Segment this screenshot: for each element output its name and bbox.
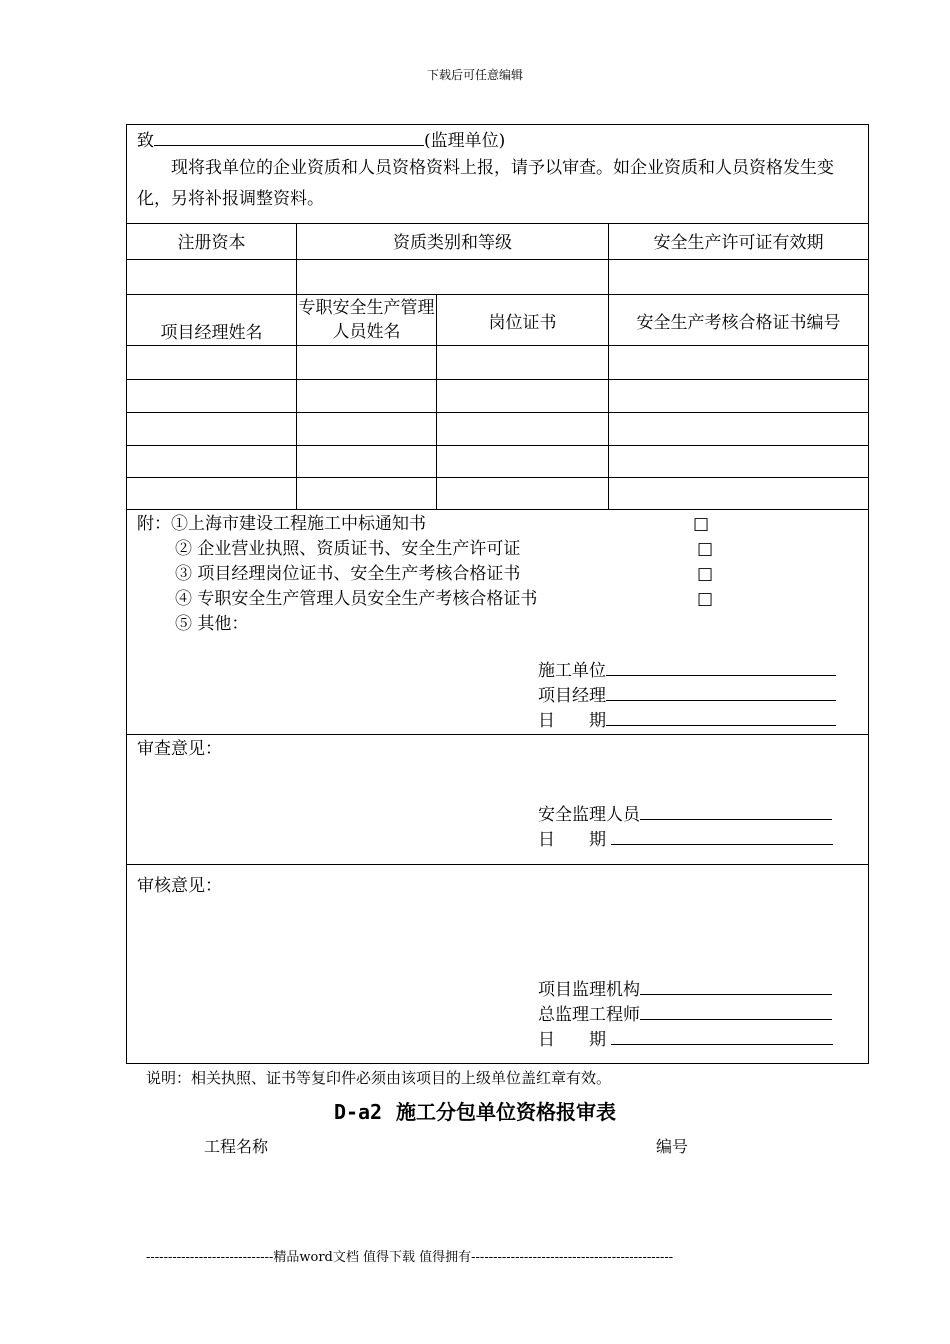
contractor-signature-block xyxy=(538,658,836,733)
sig-audit-date-label: 日 期 xyxy=(538,1030,612,1050)
header-note: 下载后可任意编辑 xyxy=(426,68,523,82)
sig-safety-supervisor-label: 安全监理人员 xyxy=(538,805,640,825)
sig-date-label: 日 期 xyxy=(538,711,606,731)
document-code: D-a2 xyxy=(333,1100,383,1124)
table-cell[interactable] xyxy=(297,478,437,510)
supervisor-suffix: (监理单位) xyxy=(424,131,506,151)
sig-supervision-org-blank[interactable] xyxy=(640,977,832,995)
number-label: 编号 xyxy=(656,1137,689,1156)
table-cell[interactable] xyxy=(127,346,297,380)
attachment-item xyxy=(137,587,858,612)
table-row xyxy=(127,446,869,478)
header-registered-capital: 注册资本 xyxy=(127,224,297,260)
project-name-label: 工程名称 xyxy=(204,1137,269,1156)
document-title-text: 施工分包单位资格报审表 xyxy=(396,1100,617,1124)
attachments-prefix: 附： xyxy=(137,514,171,534)
attachment-item xyxy=(137,537,858,562)
table-cell[interactable] xyxy=(127,380,297,413)
review-label: 审查意见： xyxy=(137,739,222,759)
table-row xyxy=(127,413,869,446)
attachment-label: ④ 专职安全生产管理人员安全生产考核合格证书 xyxy=(175,589,538,609)
checkbox-4[interactable]: □ xyxy=(697,589,714,609)
table-row xyxy=(127,380,869,413)
input-registered-capital[interactable] xyxy=(127,260,297,295)
checkbox-3[interactable]: □ xyxy=(697,564,714,584)
table-cell[interactable] xyxy=(127,478,297,510)
table-cell[interactable] xyxy=(127,446,297,478)
table-row xyxy=(127,346,869,380)
footnote: 说明：相关执照、证书等复印件必须由该项目的上级单位盖红章有效。 xyxy=(146,1069,612,1087)
qualification-form-table xyxy=(126,124,869,1064)
sig-contractor-label: 施工单位 xyxy=(538,661,606,681)
attachment-label: ② 企业营业执照、资质证书、安全生产许可证 xyxy=(175,539,521,559)
supervisor-unit-blank[interactable] xyxy=(154,127,424,146)
table-cell[interactable] xyxy=(609,346,869,380)
audit-label: 审核意见： xyxy=(137,876,222,896)
attachment-label: ③ 项目经理岗位证书、安全生产考核合格证书 xyxy=(175,564,521,584)
table-cell[interactable] xyxy=(297,380,437,413)
sig-chief-engineer-label: 总监理工程师 xyxy=(538,1005,640,1025)
attachment-label: ①上海市建设工程施工中标通知书 xyxy=(171,514,426,534)
sig-review-date-blank[interactable] xyxy=(611,827,833,845)
table-cell[interactable] xyxy=(609,380,869,413)
to-prefix: 致 xyxy=(137,131,154,151)
table-cell[interactable] xyxy=(437,446,609,478)
table-cell[interactable] xyxy=(437,413,609,446)
sig-chief-engineer-blank[interactable] xyxy=(640,1002,832,1020)
header-qualification-grade: 资质类别和等级 xyxy=(297,224,609,260)
table-cell[interactable] xyxy=(437,346,609,380)
input-license-validity[interactable] xyxy=(609,260,869,295)
header-safety-cert-number: 安全生产考核合格证书编号 xyxy=(609,295,869,346)
sig-supervision-org-label: 项目监理机构 xyxy=(538,980,640,1000)
sig-date-blank[interactable] xyxy=(606,708,836,726)
sig-pm-blank[interactable] xyxy=(606,683,836,701)
table-cell[interactable] xyxy=(609,478,869,510)
review-cell xyxy=(127,735,869,865)
table-cell[interactable] xyxy=(609,413,869,446)
sig-audit-date-blank[interactable] xyxy=(611,1027,833,1045)
table-cell[interactable] xyxy=(297,346,437,380)
checkbox-1[interactable]: □ xyxy=(693,514,710,534)
attachments-cell xyxy=(127,510,869,735)
table-cell[interactable] xyxy=(609,446,869,478)
intro-paragraph: 现将我单位的企业资质和人员资格资料上报，请予以审查。如企业资质和人员资格发生变化，另将补报调整资料。 xyxy=(137,158,834,209)
table-cell[interactable] xyxy=(437,478,609,510)
page-footer: -----------------------------精品word文档 值得下载 值得拥有---------------------------------------------- xyxy=(146,1250,674,1265)
table-cell[interactable] xyxy=(297,446,437,478)
audit-cell xyxy=(127,865,869,1064)
sig-contractor-blank[interactable] xyxy=(606,658,836,676)
header-pm-name: 项目经理姓名 xyxy=(127,295,297,346)
attachment-item xyxy=(137,562,858,587)
review-signature-block xyxy=(538,802,833,852)
audit-signature-block xyxy=(538,977,833,1052)
header-license-validity: 安全生产许可证有效期 xyxy=(609,224,869,260)
sig-safety-supervisor-blank[interactable] xyxy=(640,802,832,820)
table-cell[interactable] xyxy=(437,380,609,413)
checkbox-2[interactable]: □ xyxy=(697,539,714,559)
table-row xyxy=(127,478,869,510)
header-post-certificate: 岗位证书 xyxy=(437,295,609,346)
sig-review-date-label: 日 期 xyxy=(538,830,612,850)
intro-cell xyxy=(127,125,869,224)
attachment-item xyxy=(137,512,858,537)
attachment-item xyxy=(137,612,858,637)
attachment-label: ⑤ 其他： xyxy=(175,614,249,634)
sig-pm-label: 项目经理 xyxy=(538,686,606,706)
table-cell[interactable] xyxy=(127,413,297,446)
table-cell[interactable] xyxy=(297,413,437,446)
input-qualification-grade[interactable] xyxy=(297,260,609,295)
header-safety-staff-name: 专职安全生产管理人员姓名 xyxy=(297,295,437,346)
document-title xyxy=(0,1096,950,1125)
